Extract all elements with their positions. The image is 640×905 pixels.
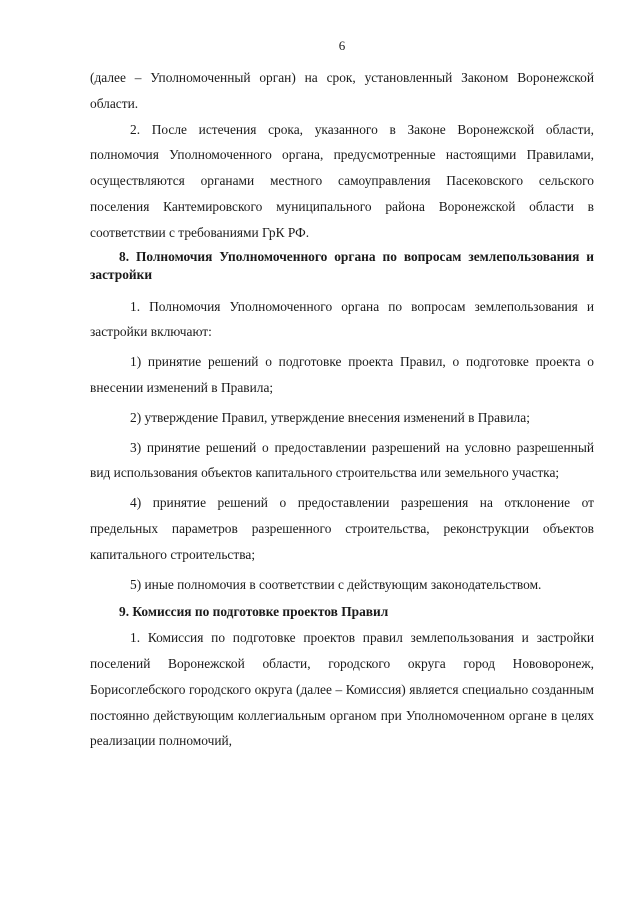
section-9-heading: 9. Комиссия по подготовке проектов Правил [119, 604, 389, 620]
list-item-8-1-5: 5) иные полномочия в соответствии с действующим законодательством. [130, 576, 542, 592]
list-item-8-1-4: 4) принятие решений о предоставлении разрешения на отклонение от предельных параметров разрешенного строительства, реконструкции объектов капитального строительства; [90, 495, 594, 562]
paragraph-intro: (далее – Уполномоченный орган) на срок, установленный Законом Воронежской области. [90, 70, 594, 111]
page-number: 6 [338, 38, 346, 53]
list-item-8-1-1: 1) принятие решений о подготовке проекта Правил, о подготовке проекта о внесении изменений в Правила; [90, 354, 594, 395]
document-body [90, 65, 594, 754]
section-8-heading: 8. Полномочия Уполномоченного органа по вопросам землепользования и застройки [90, 248, 594, 282]
list-item-8-1-3: 3) принятие решений о предоставлении разрешений на условно разрешенный вид использования объектов капитального строительства или земельного участка; [90, 439, 594, 481]
paragraph-9-1: 1. Комиссия по подготовке проектов правил землепользования и застройки поселений Воронежской области, городского округа город Нововоронеж, Борисоглебского городского округа (далее – Комиссия) является специально созданным постоянно действующим коллегиальным органом при Уполномоченном органе в целях реализации полномочий, [90, 630, 594, 749]
paragraph-2: 2. После истечения срока, указанного в Законе Воронежской области, полномочия Уполномоченного органа, предусмотренные настоящими Правилами, осуществляются органами местного самоуправления Пасековского сельского поселения Кантемировского муниципального района Воронежской области в соответствии с требованиями ГрК РФ. [90, 121, 594, 240]
list-item-8-1-2: 2) утверждение Правил, утверждение внесения изменений в Правила; [130, 409, 530, 425]
paragraph-8-1: 1. Полномочия Уполномоченного органа по вопросам землепользования и застройки включают: [90, 298, 594, 340]
